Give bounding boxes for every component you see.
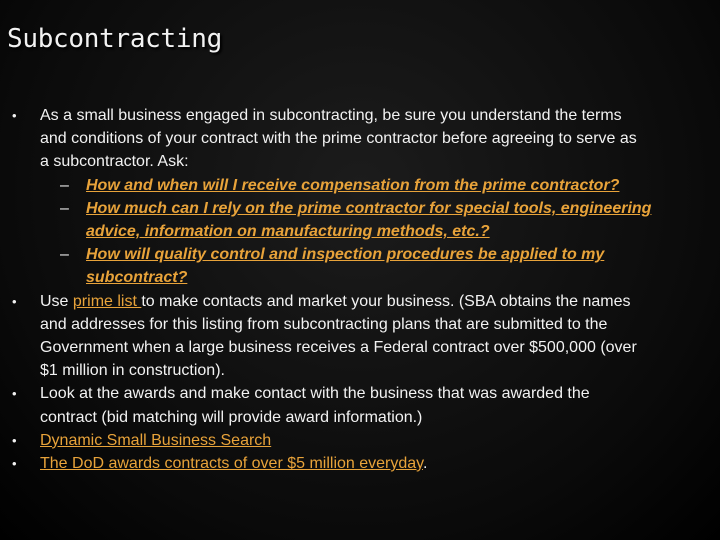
dynamic-small-business-search-link[interactable]: Dynamic Small Business Search [40, 431, 272, 449]
bullet-icon: • [12, 293, 17, 309]
bullet-icon: • [12, 386, 17, 402]
bullet-item-dsbs [12, 429, 712, 452]
question-text: How much can I rely on the prime contractor for special tools, engineering [86, 199, 652, 217]
question-item [40, 174, 712, 197]
text-line: Government when a large business receives a Federal contract over $500,000 (over [40, 339, 637, 357]
bullet-icon: • [12, 456, 17, 472]
text-tail: . [422, 455, 428, 473]
text-line [40, 455, 427, 472]
prime-list-link[interactable]: prime list [72, 292, 142, 310]
text-line [40, 293, 631, 310]
bullet-item-dod-awards [12, 452, 712, 475]
text-line: contract (bid matching will provide award information.) [40, 408, 423, 426]
text-line: $1 million in construction). [40, 362, 225, 380]
dod-awards-link[interactable]: The DoD awards contracts of over $5 million everyday [40, 455, 423, 473]
question-text: advice, information on manufacturing methods, etc.? [86, 223, 490, 241]
question-text: How will quality control and inspection procedures be applied to my [86, 246, 605, 264]
text-line: and conditions of your contract with the prime contractor before agreeing to serve as [40, 130, 637, 148]
question-text: How and when will I receive compensation from the prime contractor? [86, 176, 620, 194]
bullet-icon: • [12, 108, 17, 123]
question-item [40, 243, 712, 289]
bullet-item-prime-list [12, 290, 712, 383]
question-item [40, 197, 712, 243]
text-line: Look at the awards and make contact with the business that was awarded the [40, 385, 590, 403]
text-line: a subcontractor. Ask: [40, 153, 189, 171]
bullet-item-awards [12, 382, 712, 428]
text-line: As a small business engaged in subcontracting, be sure you understand the terms [40, 107, 622, 124]
question-text: subcontract? [86, 269, 188, 287]
question-list [40, 174, 712, 290]
text-lead: Use [40, 292, 73, 310]
dash-icon: – [60, 199, 69, 217]
dash-icon: – [60, 246, 69, 264]
bullet-list [12, 104, 712, 475]
bullet-icon: • [12, 432, 17, 448]
bullet-item-subcontracting-terms [12, 104, 712, 290]
text-line: and addresses for this listing from subcontracting plans that are submitted to the [40, 315, 608, 333]
dash-icon: – [60, 176, 69, 194]
text-tail: to make contacts and market your business. (SBA obtains the names [141, 292, 631, 310]
slide-title: Subcontracting [7, 24, 222, 54]
